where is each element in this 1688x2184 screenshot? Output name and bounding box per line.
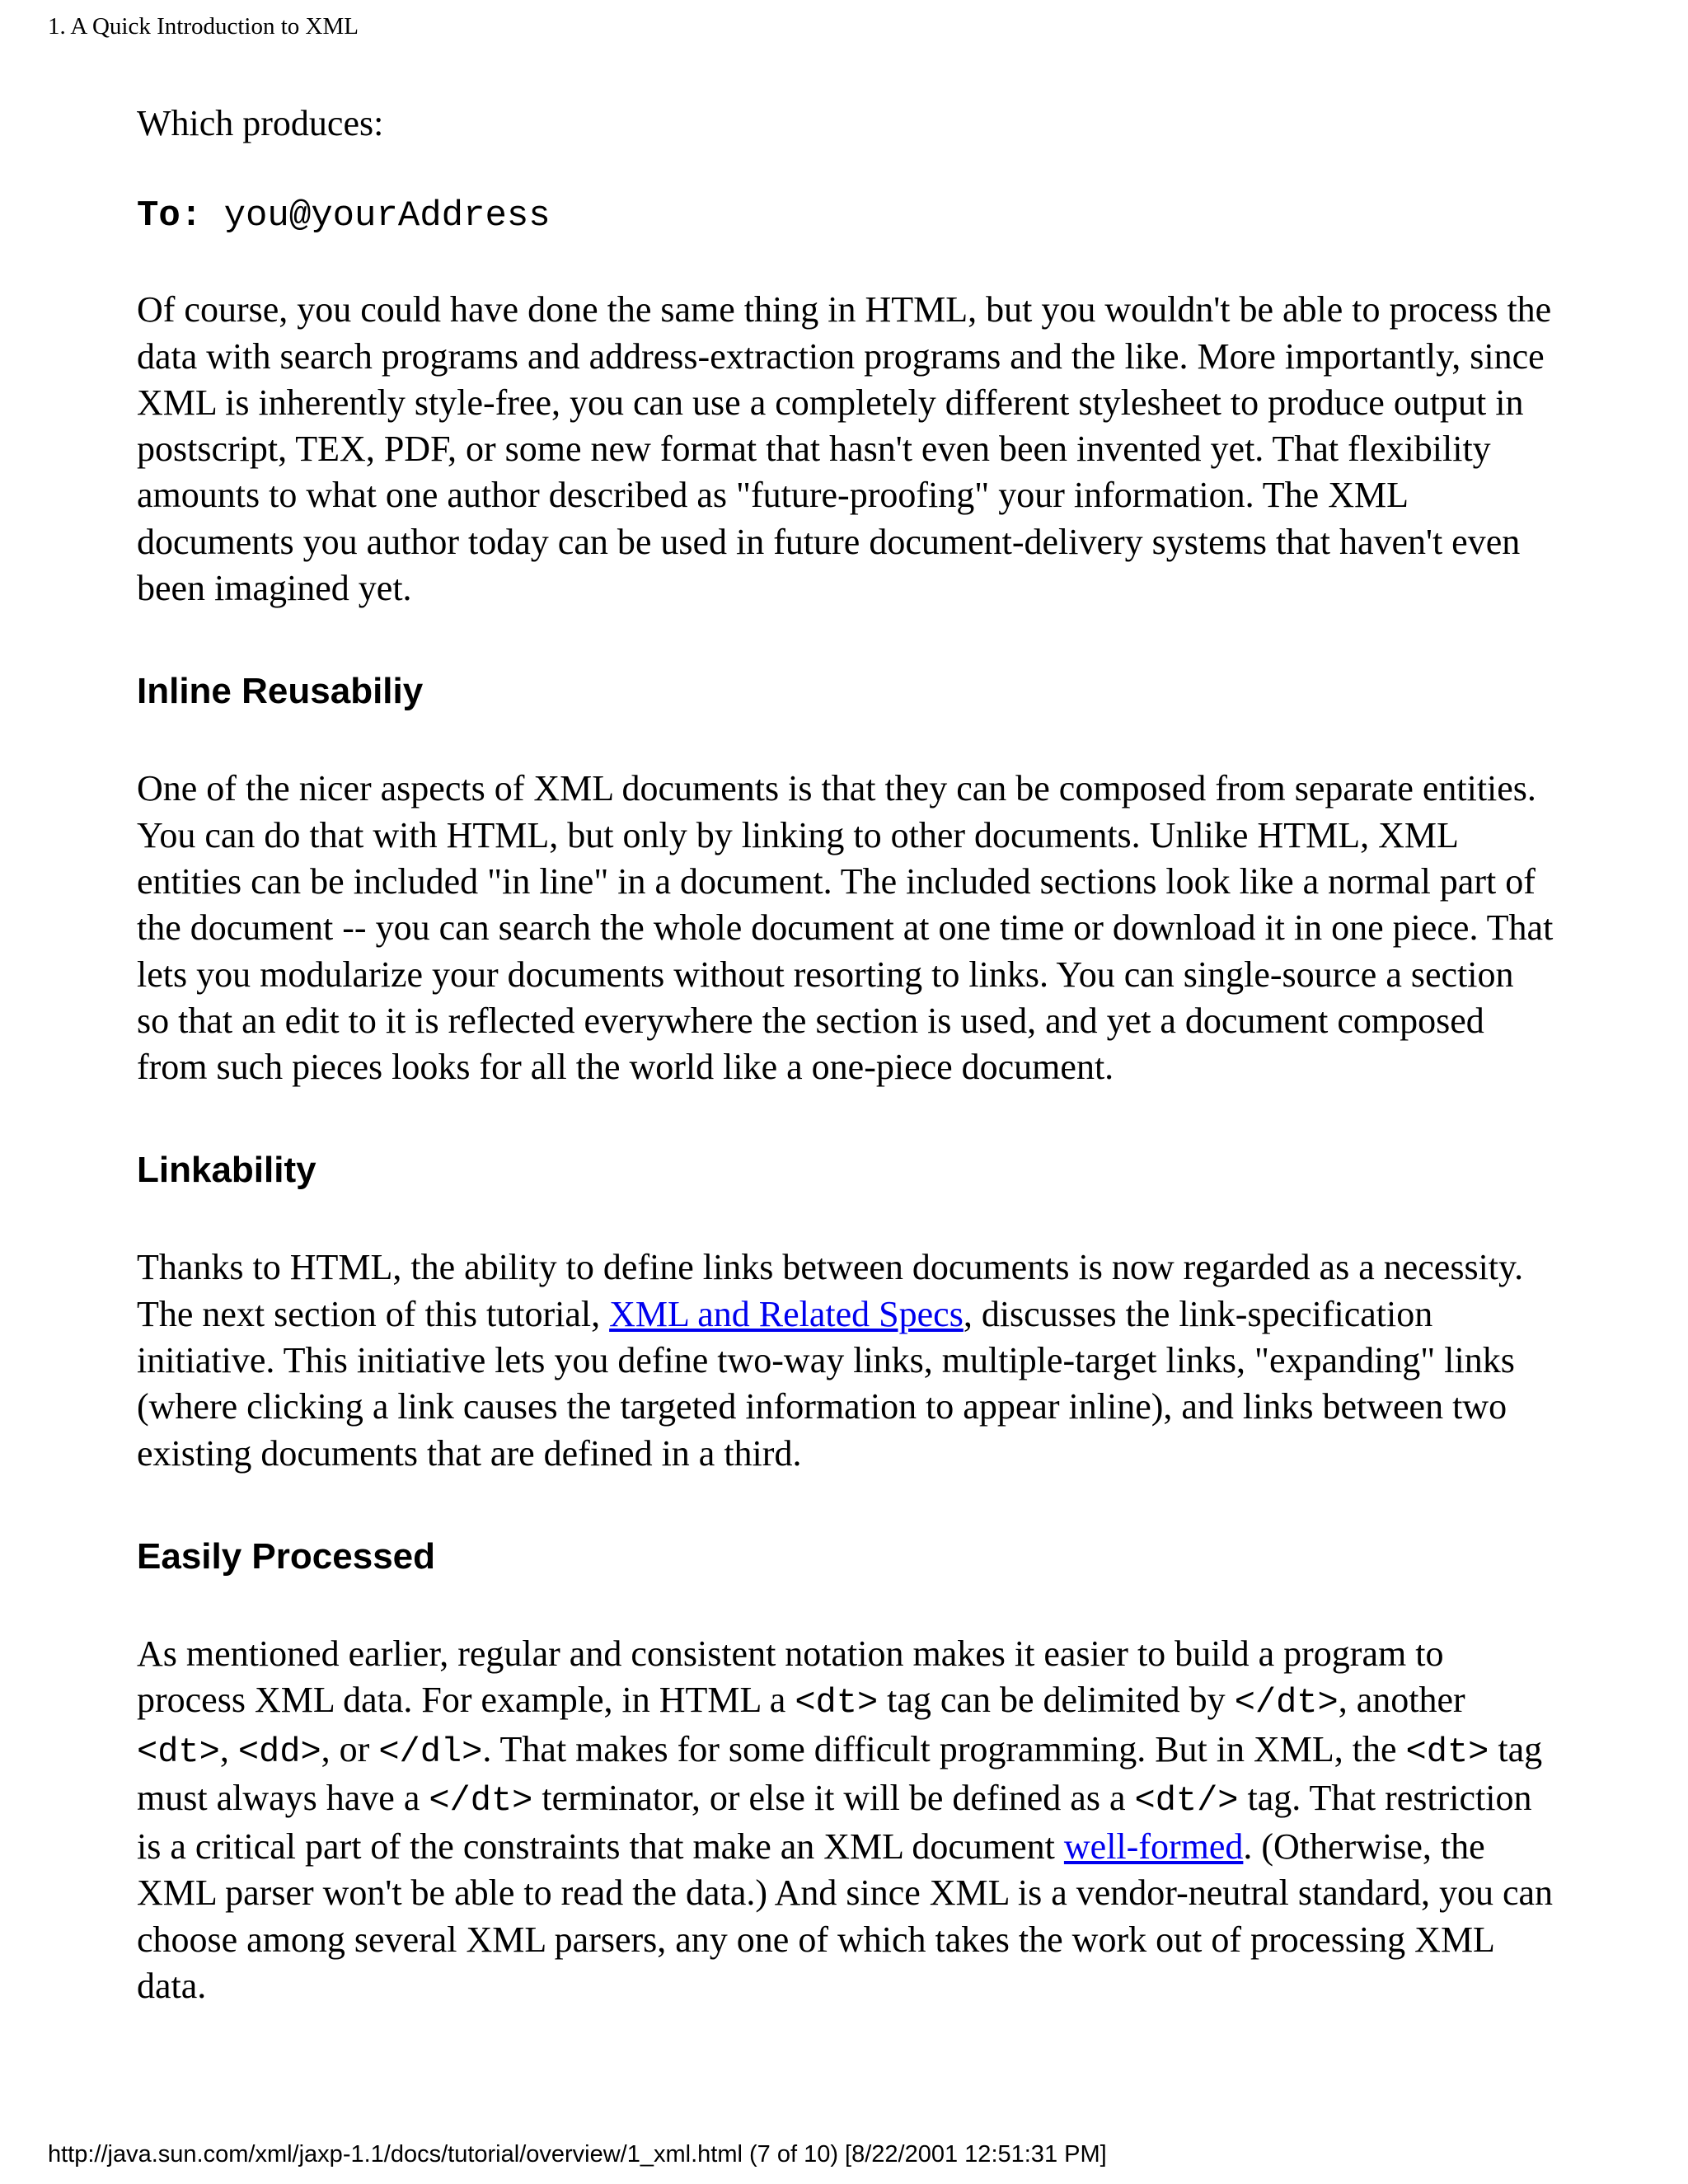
html-comparison-paragraph: Of course, you could have done the same thing in HTML, but you wouldn't be able to process the data with search programs and address-extraction programs and the like. More importantly, since XML is inherently style-free, you can use a completely different stylesheet to produce output in postscript, TEX, PDF, or some new format that hasn't even been invented yet. That flexibility amounts to what one author described as "future-proofing" your information. The XML documents you author today can be used in future document-delivery systems that haven't even been imagined yet. <box>137 289 1552 609</box>
processed-text-10: . (Otherwise, the XML parser won't be able to read the data.) And since XML is a vendor-neutral standard, you can choose among several XML parsers, any one of which takes the work out of processing XML data. <box>137 1826 1553 2007</box>
processed-text-4: , <box>219 1728 238 1769</box>
code-dt-close: </dt> <box>1234 1683 1339 1723</box>
processed-text-3: , another <box>1338 1680 1465 1721</box>
processed-text-2: tag can be delimited by <box>878 1680 1235 1721</box>
code-dd-open: <dd> <box>237 1732 321 1772</box>
well-formed-link[interactable]: well-formed <box>1063 1826 1244 1868</box>
output-sample-value: you@yourAddress <box>223 195 551 237</box>
linkability-text-after: , discusses the link-specification initiative. This initiative lets you define two-way links, multiple-target links, "expanding" links (where clicking a link causes the targeted information to appear inline), and links between two existing documents that are defined in a third. <box>137 1293 1515 1474</box>
which-produces-text: Which produces: <box>137 103 384 143</box>
code-dt-open-3: <dt> <box>1405 1732 1489 1772</box>
code-dt-close-2: </dt> <box>429 1780 533 1821</box>
easily-processed-paragraph <box>137 1631 1554 2009</box>
processed-text-1: As mentioned earlier, regular and consistent notation makes it easier to build a program to process XML data. For example, in HTML a <box>137 1633 1444 1721</box>
output-sample-label: To: <box>137 195 203 237</box>
processed-text-8: terminator, or else it will be defined as a <box>532 1777 1135 1818</box>
inline-reusability-paragraph: One of the nicer aspects of XML documents is that they can be composed from separate entities. You can do that with HTML, but only by linking to other documents. Unlike HTML, XML entities can be included "in line" in a document. The included sections look like a normal part of the document -- you can search the whole document at one time or download it in one piece. That lets you modularize your documents without resorting to links. You can single-source a section so that an edit to it is reflected everywhere the section is used, and yet a document composed from such pieces looks for all the world like a one-piece document. <box>137 768 1554 1088</box>
code-dl-close: </dl> <box>378 1732 483 1772</box>
code-dt-open-2: <dt> <box>137 1732 220 1772</box>
section-heading-linkability: Linkability <box>137 1150 316 1191</box>
linkability-paragraph <box>137 1244 1554 1476</box>
running-footer-url: http://java.sun.com/xml/jaxp-1.1/docs/tutorial/overview/1_xml.html (7 of 10) [8/22/2001 12:51:31 PM] <box>48 2141 1107 2168</box>
output-sample <box>137 193 1554 239</box>
linkability-text-before: Thanks to HTML, the ability to define links between documents is now regarded as a necessity. The next section of this tutorial, <box>137 1247 1524 1334</box>
processed-text-9: tag. That restriction is a critical part of the constraints that make an XML document <box>137 1777 1532 1868</box>
processed-text-6: . That makes for some difficult programming. But in XML, the <box>482 1728 1406 1769</box>
code-dt-open: <dt> <box>795 1683 879 1723</box>
code-dt-empty: <dt/> <box>1134 1780 1239 1821</box>
xml-related-specs-link[interactable]: XML and Related Specs <box>609 1293 964 1334</box>
section-heading-inline-reusability: Inline Reusabiliy <box>137 671 424 712</box>
section-heading-easily-processed: Easily Processed <box>137 1535 436 1577</box>
running-header: 1. A Quick Introduction to XML <box>48 13 359 40</box>
processed-text-7: tag must always have a <box>137 1728 1543 1818</box>
processed-text-5: , or <box>321 1728 379 1769</box>
document-body <box>137 101 1554 2009</box>
